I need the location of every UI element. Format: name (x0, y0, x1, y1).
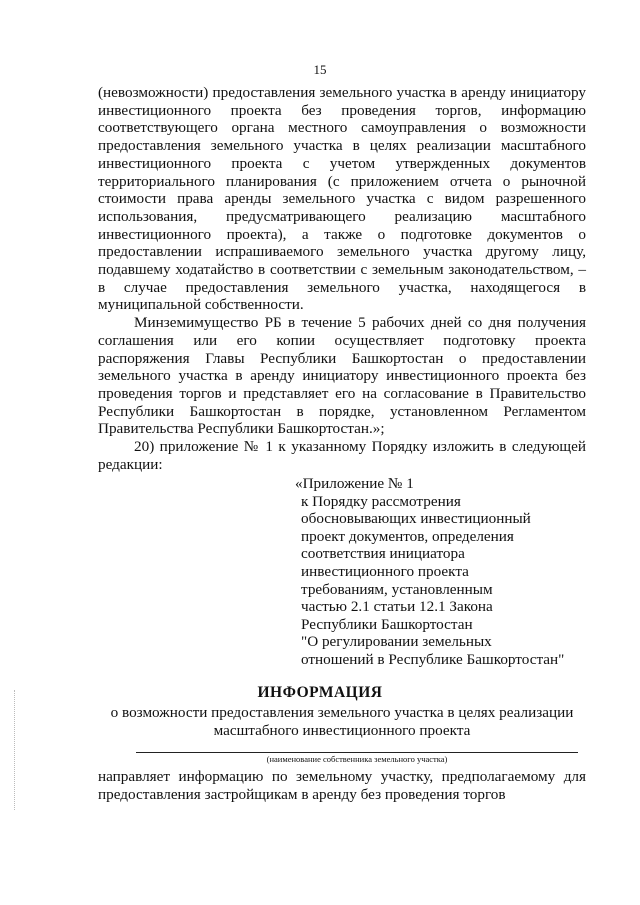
appendix-line: "О регулировании земельных (301, 633, 492, 651)
owner-name-blank-line (136, 752, 578, 753)
appendix-header (295, 475, 591, 669)
paragraph-3: 20) приложение № 1 к указанному Порядку изложить в следующей редакции: (98, 438, 586, 473)
appendix-line: обосновывающих инвестиционный (301, 510, 531, 528)
paragraph-2: Минземимущество РБ в течение 5 рабочих дней со дня получения соглашения или его копии осуществляет подготовку проекта распоряжения Главы Республики Башкортостан о предоставлении земельного участка в аренду инициатору инвестиционного проекта без проведения торгов и представляет его на согласование в Правительство Республики Башкортостан в порядке, установленном Регламентом Правительства Республики Башкортостан.»; (98, 314, 586, 438)
info-subtitle: о возможности предоставления земельного участка в целях реализации масштабного инвестиционного проекта (110, 704, 574, 739)
appendix-line: «Приложение № 1 (295, 475, 414, 492)
appendix-line: частью 2.1 статьи 12.1 Закона (301, 598, 493, 616)
appendix-line: соответствия инициатора (301, 545, 465, 563)
tail-text (98, 768, 586, 803)
scan-margin-mark (14, 690, 16, 810)
info-title: ИНФОРМАЦИЯ (257, 684, 383, 701)
appendix-line: инвестиционного проекта (301, 562, 469, 580)
paragraph-tail: направляет информацию по земельному участку, предполагаемому для предоставления застройщикам в аренду без проведения торгов (98, 768, 586, 803)
owner-name-caption: (наименование собственника земельного участка) (266, 754, 448, 764)
body-text (98, 84, 586, 473)
appendix-line: проект документов, определения (301, 527, 514, 545)
appendix-line: Республики Башкортостан (301, 615, 473, 633)
appendix-line: требованиям, установленным (301, 580, 493, 598)
paragraph-1: (невозможности) предоставления земельного участка в аренду инициатору инвестиционного проекта без проведения торгов, информацию соответствующего органа местного самоуправления о возможности предоставления земельного участка в целях реализации масштабного инвестиционного проекта с учетом утвержденных документов территориального планирования (с приложением отчета о рыночной стоимости права аренды земельного участка с видом разрешенного использования, предусматривающего реализацию масштабного инвестиционного проекта), а также о подготовке документов о предоставлении испрашиваемого земельного участка другому лицу, подавшему ходатайство в соответствии с земельным законодательством, – в случае предоставления земельного участка, находящегося в муниципальной собственности. (98, 84, 586, 314)
page-number: 15 (313, 62, 327, 77)
appendix-line: отношений в Республике Башкортостан" (301, 650, 565, 668)
appendix-line: к Порядку рассмотрения (301, 492, 461, 510)
